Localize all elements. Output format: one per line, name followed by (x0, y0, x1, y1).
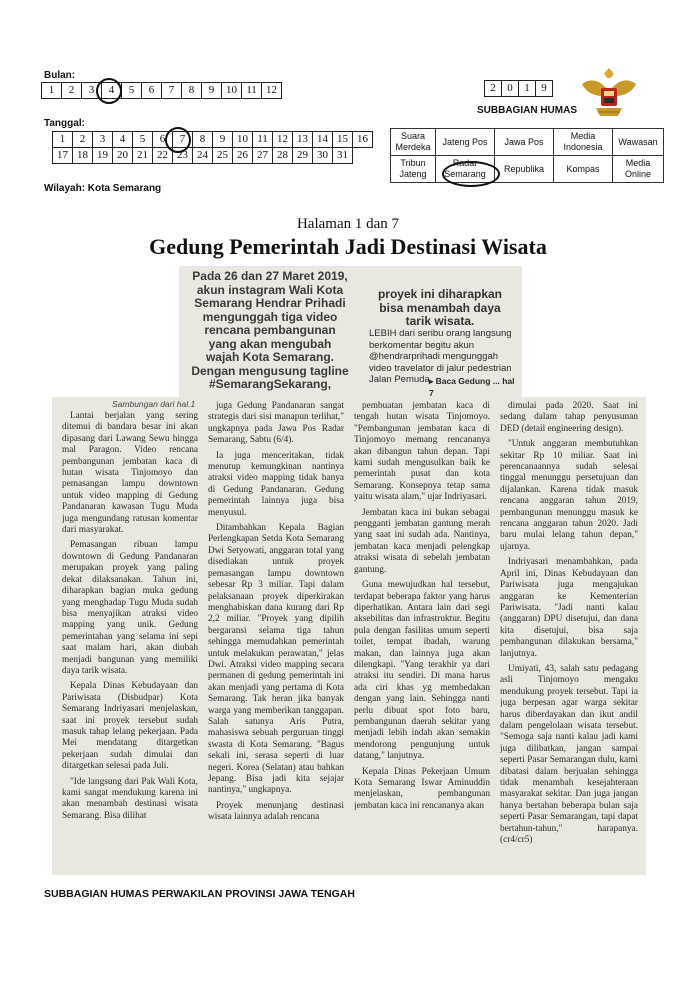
year-digit: 0 (502, 81, 519, 97)
date-cell: 25 (213, 148, 233, 164)
clipping-body (52, 397, 646, 875)
article-column-4 (500, 401, 638, 871)
article-paragraph: Indriyasari menambahkan, pada April ini, Dinas Kebudayaan dan Pariwisata juga mengajukan anggaran ke Kementerian Pariwisata. "Jadi nanti kalau (anggaran) DPU disetujui, dan dana kita disetujui, bisa saja pembangunan dilakukan bersama," lanjutnya. (500, 557, 638, 659)
article-paragraph: Umiyati, 43, salah satu pedagang asli Tinjomoyo mengaku mendukung proyek tersebut. Tapi ia juga berpesan agar warga sekitar harus diberdayakan dan ikut andil dalam pengelolaan wisata tersebut. "Semoga saja nanti kalau jadi kami juga dilibatkan, jangan sampai seperti Pasar Semarangan dulu, kami dibatasi dalam berjualan sehingga tidak menambah kesejahteraan masyarakat sekitar. Dan juga jangan hanya bertahan beberapa bulan saja seperti Pasar Semarangan, tapi dapat bertahun-tahun," harapanya. (cr4/cr5) (500, 663, 638, 846)
footer-label: SUBBAGIAN HUMAS PERWAKILAN PROVINSI JAWA TENGAH (44, 888, 355, 900)
article-paragraph: Lantai berjalan yang sering ditemui di bandara besar ini akan dipasang dari Lawang Sewu hingga mal Paragon. Video rencana pembangunan jembatan kaca di hutan wisata Tinjomoyo dan pemasangan lampu downtown untuk video mapping di Gedung Pandanaran kawasan Tugu Muda juga mengundang ratusan komentar dari masyarakat. (62, 411, 198, 536)
media-cell: Kompas (554, 156, 613, 183)
clipping-intro (179, 266, 522, 399)
intro-left-text: Pada 26 dan 27 Maret 2019, akun instagram Wali Kota Semarang Hendrar Prihadi mengunggah tiga video rencana pembangunan yang akan mengubah wajah Kota Semarang. Dengan mengusung tagline #SemarangSekarang, (191, 269, 349, 391)
media-cell: Republika (495, 156, 554, 183)
year-digit: 1 (519, 81, 536, 97)
article-paragraph: Pemasangan ribuan lampu downtown di Gedung Pandanaran merupakan proyek yang paling dekat dilaksanakan. Tahun ini, diharapkan bagian muka gedung yang menghadap Tugu Muda sudah bisa menyajikan atraksi video mapping yang unik. Gedung pemerintahan yang selama ini sepi saat malam hari, akan diubah menjadi bangunan yang memiliki daya tarik wisata. (62, 540, 198, 676)
month-cell: 8 (182, 83, 202, 99)
article-column-3 (354, 401, 490, 871)
article-paragraph: Ia juga menceritakan, tidak menutup kemungkinan nantinya atraksi video mapping tidak hanya di Gedung Pandanaran. Gedung pemerintah lainnya juga bisa menyusul. (208, 450, 344, 518)
article-paragraph: "Untuk anggaran membutuhkan sekitar Rp 10 miliar. Saat ini perencanaannya sudah selesai tinggal menunggu persetujuan dan dijalankan. Karena tidak masuk rencana anggaran tahun 2019, pembangunan menunggu masuk ke rencana anggaran tahun 2020. Jadi baru mulai lelang tahun depan," ujarnya. (500, 439, 638, 552)
article-column-1 (62, 411, 198, 871)
article-paragraph: pembuatan jembatan kaca di tengah hutan wisata Tinjomoyo. "Pembangunan jembatan kaca di Tinjomoyo memang rencananya akan dibangun tahun depan. Tapi kami sudah mengusulkan baik ke pemerintah pusat dan kota Semarang. Konsepnya tetap sama yaitu wisata alam," ujar Indriyasari. (354, 401, 490, 503)
media-cell: Tribun Jateng (391, 156, 436, 183)
date-grid (52, 131, 373, 164)
article-column-2 (208, 401, 344, 871)
month-cell: 1 (42, 83, 62, 99)
month-cell: 12 (262, 83, 282, 99)
selected-media-circle (442, 161, 500, 187)
date-cell: 18 (73, 148, 93, 164)
month-cell: 6 (142, 83, 162, 99)
date-cell: 2 (73, 132, 93, 148)
date-cell: 8 (193, 132, 213, 148)
media-cell: Media Online (613, 156, 664, 183)
date-cell: 21 (133, 148, 153, 164)
date-cell: 14 (313, 132, 333, 148)
date-cell: 22 (153, 148, 173, 164)
article-paragraph: juga Gedung Pandanaran sangat strategis dari sisi manapun terlihat," ungkapnya pada Jawa Pos Radar Semarang, Sabtu (6/4). (208, 401, 344, 446)
selected-date-circle (165, 127, 191, 153)
date-cell: 3 (93, 132, 113, 148)
date-cell: 26 (233, 148, 253, 164)
article-paragraph: Guna mewujudkan hal tersebut, terdapat beberapa faktor yang harus diperhatikan. Antara lain dari segi aksebilitas dan infrastruktur. Begitu pula dengan fasilitas umum seperti toilet, tempat ibadah, warung makan, dan lainnya juga akan dilengkapi. "Yang terakhir ya dari atraksi itu sendiri. Di mana harus ada ciri khas yg membedakan dengan yang lain. Sehingga nanti perlu dibuat spot foto baru, pembangunan daerah sekitar yang menjadi lebih indah akan semakin mendorong pengunjung untuk datang," lanjutnya. (354, 580, 490, 762)
media-cell: Radar Semarang (436, 156, 495, 183)
month-cell: 2 (62, 83, 82, 99)
article-paragraph: dimulai pada 2020. Saat ini sedang dalam tahap penyusunan DED (detail engineering design). (500, 401, 638, 434)
month-cell: 4 (102, 83, 122, 99)
date-cell: 16 (353, 132, 373, 148)
intro-continued-ref: ▸ Baca Gedung ... hal 7 (429, 376, 515, 398)
media-cell: Suara Merdeka (391, 129, 436, 156)
intro-right-text: proyek ini diharapkan bisa menambah daya tarik wisata. (377, 287, 503, 328)
garuda-emblem-icon (578, 62, 640, 124)
bulan-label: Bulan: (44, 70, 76, 81)
article-paragraph: Kepala Dinas Pekerjaan Umum Kota Semarang Iswar Aminuddin menjelaskan, pembangunan jembatan kaca ini rencananya akan (354, 766, 490, 811)
month-cell: 10 (222, 83, 242, 99)
date-cell: 4 (113, 132, 133, 148)
date-cell: 10 (233, 132, 253, 148)
year-digit: 2 (485, 81, 502, 97)
month-cell: 11 (242, 83, 262, 99)
date-cell: 19 (93, 148, 113, 164)
date-cell: 30 (313, 148, 333, 164)
intro-body-text: LEBIH dari seribu orang langsung berkomentar begitu akun @hendrarprihadi mengunggah video travelator di jalur pedestrian Jalan Pemuda. (369, 328, 512, 385)
month-cell: 7 (162, 83, 182, 99)
media-cell: Media Indonesia (554, 129, 613, 156)
month-cell: 5 (122, 83, 142, 99)
date-cell: 11 (253, 132, 273, 148)
date-cell: 28 (273, 148, 293, 164)
article-paragraph: Ditambahkan Kepala Bagian Perlengkapan Setda Kota Semarang Dwi Setyowati, anggaran total yang disediakan untuk proyek pemasangan lampu downtown sebesar Rp 3 miliar. Tapi dalam pelaksanaan proyek diperkirakan menghabiskan dana kurang dari Rp 2,2 miliar. "Proyek yang dipilih bergaransi selama tiga tahun sehingga memudahkan pemerintah untuk melakukan perawatan," jelas Dwi. Atraksi video mapping secara permanen di gedung pemerintah ini akan menjadi yang pertama di Kota Semarang. Tak heran jika banyak warga yang memberikan tanggapan. Salah satunya Aris Putra, mahasiswa sebuah perguruan tinggi swasta di Kota Semarang. "Bagus sekali ini, serasa seperti di luar negeri. Korea (Selatan) atau bahkan Jepang. Bisa jadi kita sejajar nantinya," ungkapnya. (208, 523, 344, 796)
date-cell: 17 (53, 148, 73, 164)
date-cell: 31 (333, 148, 353, 164)
month-cell: 9 (202, 83, 222, 99)
date-cell: 6 (153, 132, 173, 148)
date-cell: 12 (273, 132, 293, 148)
date-cell: 9 (213, 132, 233, 148)
date-cell: 20 (113, 148, 133, 164)
article-paragraph: Jembatan kaca ini bukan sebagai pengganti jembatan gantung merah yang saat ini sudah ada. Nantinya, jembatan kaca menjadi pelengkap atraksi wisata di sebelah jembatan gantung. (354, 507, 490, 575)
date-cell: 29 (293, 148, 313, 164)
date-cell: 27 (253, 148, 273, 164)
wilayah-label: Wilayah: Kota Semarang (44, 183, 162, 194)
headline: Gedung Pemerintah Jadi Destinasi Wisata (149, 234, 547, 259)
media-table (390, 128, 664, 183)
article-paragraph: Proyek menunjang destinasi wisata lainnya adalah rencana (208, 800, 344, 823)
media-cell: Jateng Pos (436, 129, 495, 156)
sambungan-label: Sambungan dari hal.1 (112, 399, 196, 409)
media-cell: Jawa Pos (495, 129, 554, 156)
date-cell: 24 (193, 148, 213, 164)
tanggal-label: Tanggal: (44, 118, 85, 129)
date-cell: 23 (173, 148, 193, 164)
page-reference: Halaman 1 dan 7 (296, 216, 400, 232)
year-box (484, 80, 553, 97)
month-cell: 3 (82, 83, 102, 99)
date-cell: 5 (133, 132, 153, 148)
media-cell: Wawasan (613, 129, 664, 156)
month-grid (41, 82, 282, 99)
agency-label: SUBBAGIAN HUMAS (477, 105, 577, 116)
article-paragraph: Kepala Dinas Kebudayaan dan Pariwisata (Disbudpar) Kota Semarang Indriyasari menjelaskan, saat ini proyek tersebut sudah masuk tahap lelang pekerjaan. Pada Mei mendatang ditargetkan pekerjaan sudah dimulai dan ditargetkan selesai pada Juli. (62, 681, 198, 772)
date-cell: 7 (173, 132, 193, 148)
selected-month-circle (96, 78, 122, 104)
date-cell: 15 (333, 132, 353, 148)
article-paragraph: "Ide langsung dari Pak Wali Kota, kami sangat mendukung karena ini akan menambah destinasi wisata Semarang. Bisa dilihat (62, 776, 198, 821)
date-cell: 13 (293, 132, 313, 148)
year-digit: 9 (536, 81, 553, 97)
date-cell: 1 (53, 132, 73, 148)
